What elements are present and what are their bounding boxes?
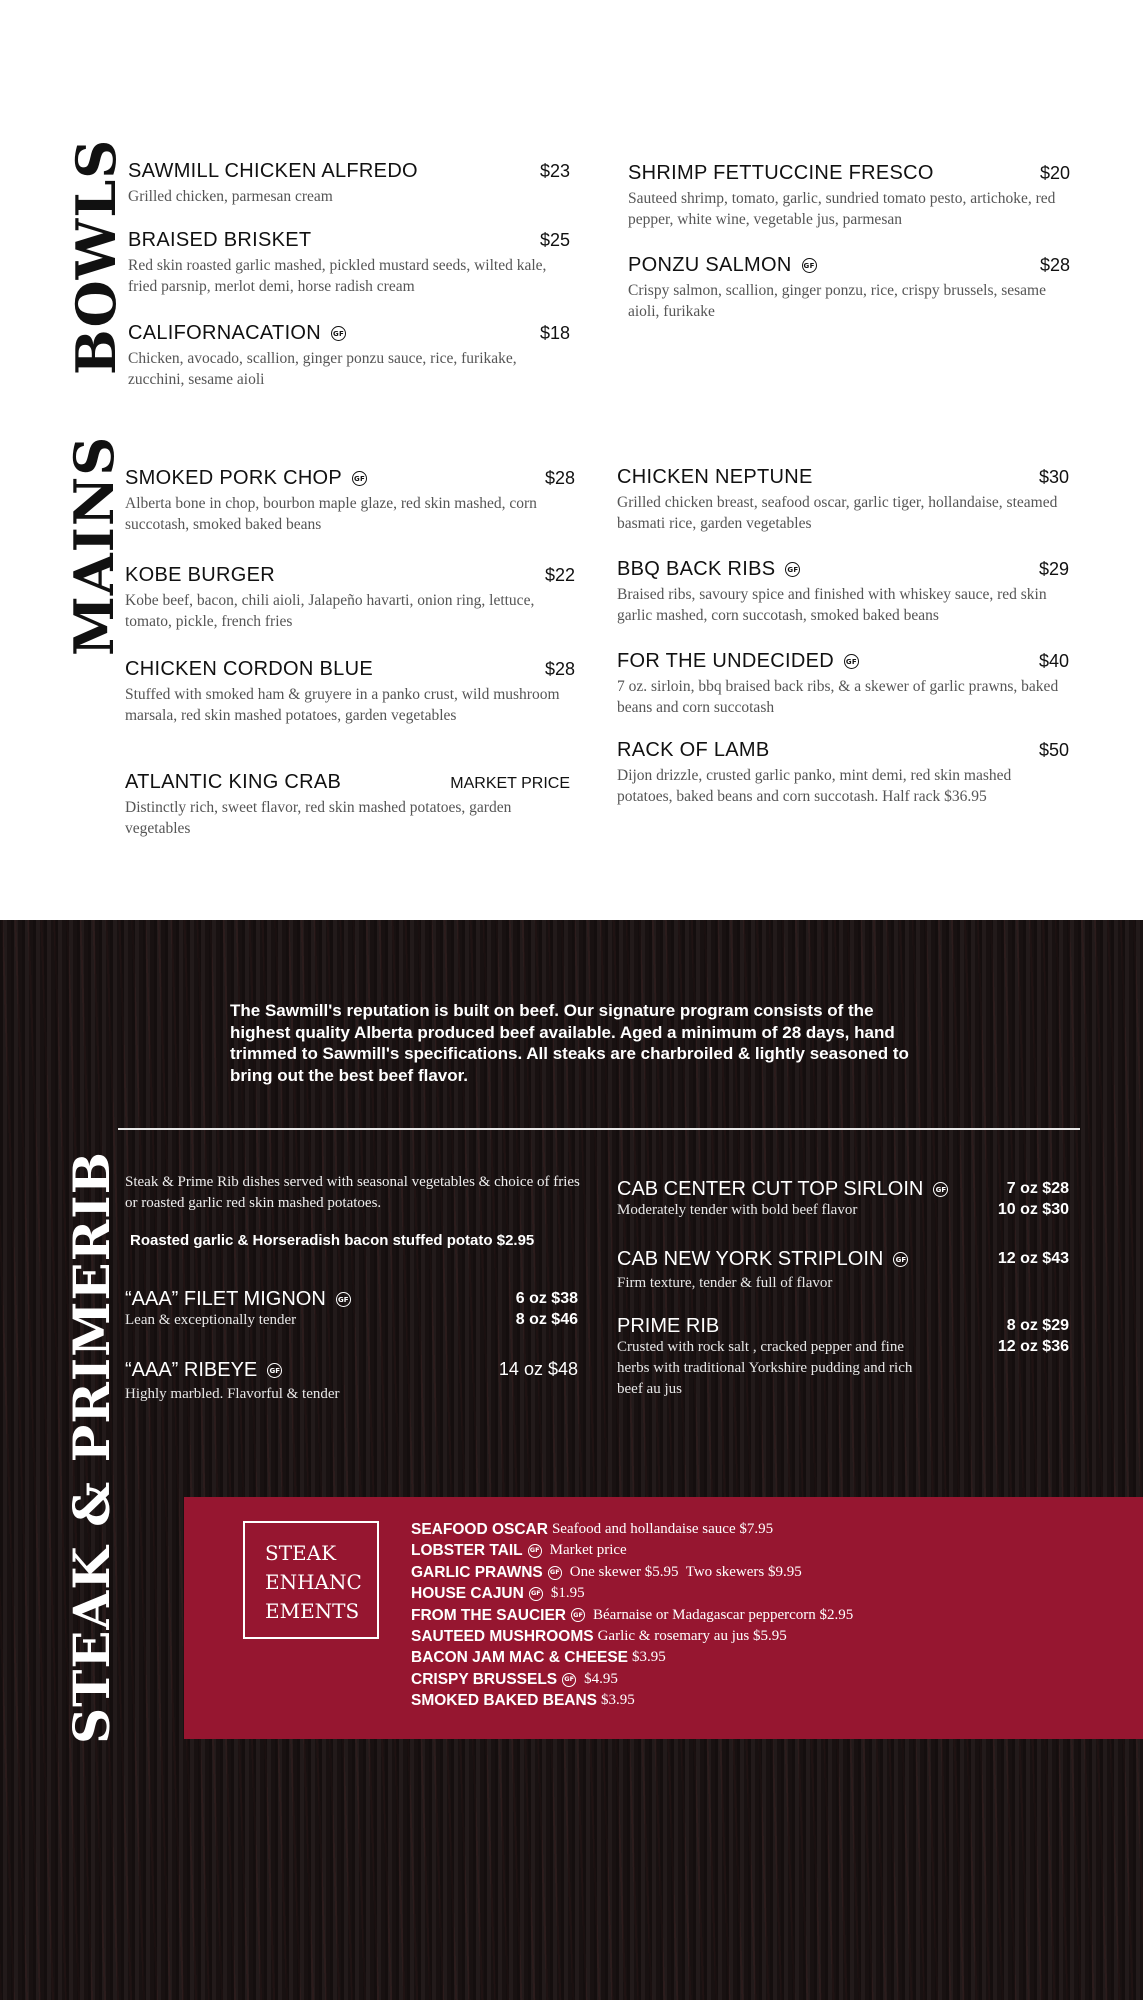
item-desc: Red skin roasted garlic mashed, pickled mustard seeds, wilted kale, fried parsnip, merlot demi, horse radish cream	[128, 257, 547, 295]
enhancement-item	[411, 1562, 853, 1583]
enhancement-desc: Seafood and hollandaise sauce $7.95	[551, 1521, 774, 1537]
gluten-free-icon: GF	[331, 326, 346, 341]
steak-item-prime-rib	[617, 1315, 1069, 1400]
gluten-free-icon: GF	[548, 1566, 562, 1580]
item-name: ATLANTIC KING CRAB	[125, 771, 342, 793]
gluten-free-icon: GF	[571, 1608, 585, 1622]
item-price: $40	[1038, 651, 1069, 671]
item-name: CHICKEN NEPTUNE	[617, 466, 813, 488]
section-divider	[118, 1128, 1080, 1130]
gluten-free-icon: GF	[267, 1363, 282, 1378]
enhancement-name: SAUTEED MUSHROOMS	[411, 1628, 594, 1646]
enhancement-name: BACON JAM MAC & CHEESE	[411, 1649, 629, 1667]
item-name: RACK OF LAMB	[617, 739, 770, 761]
steak-item-ribeye	[125, 1359, 578, 1405]
enhancement-name: SMOKED BAKED BEANS	[411, 1692, 598, 1710]
gluten-free-icon: GF	[529, 1587, 543, 1601]
enhancement-name: GARLIC PRAWNS	[411, 1563, 543, 1581]
menu-item-mains-6	[617, 650, 1069, 718]
menu-item-bowls-4	[628, 254, 1070, 322]
menu-item-mains-3	[125, 771, 570, 839]
menu-item-mains-7	[617, 739, 1069, 807]
steak-enhancements-panel	[184, 1497, 1143, 1739]
enhancement-name: LOBSTER TAIL	[411, 1542, 523, 1560]
item-name: PONZU SALMON	[628, 254, 792, 276]
item-price-alt: 12 oz $36	[997, 1338, 1069, 1355]
enhancement-item	[411, 1540, 853, 1561]
item-desc: Moderately tender with bold beef flavor	[617, 1202, 858, 1218]
item-price: $22	[544, 565, 575, 585]
menu-item-bowls-0	[128, 160, 570, 207]
item-price: 14 oz $48	[498, 1359, 578, 1379]
item-name: CAB NEW YORK STRIPLOIN	[617, 1248, 884, 1270]
item-price: $28	[1039, 255, 1070, 275]
item-desc: Dijon drizzle, crusted garlic panko, mint demi, red skin mashed potatoes, baked beans and corn succotash. Half rack $36.95	[617, 767, 1012, 805]
enhancement-item	[411, 1519, 853, 1540]
item-desc: Alberta bone in chop, bourbon maple glaze, red skin mashed, corn succotash, smoked baked beans	[125, 495, 537, 533]
gluten-free-icon: GF	[352, 471, 367, 486]
item-price: MARKET PRICE	[450, 775, 570, 792]
item-desc: Grilled chicken, parmesan cream	[128, 188, 333, 205]
item-desc: Crusted with rock salt , cracked pepper and fine herbs with traditional Yorkshire pudding and rich beef au jus	[617, 1339, 913, 1397]
gluten-free-icon: GF	[844, 654, 859, 669]
menu-item-mains-4	[617, 466, 1069, 534]
item-desc: 7 oz. sirloin, bbq braised back ribs, & a skewer of garlic prawns, baked beans and corn succotash	[617, 678, 1059, 716]
enhancement-desc: One skewer $5.95 Two skewers $9.95	[569, 1563, 802, 1580]
enhancement-name: CRISPY BRUSSELS	[411, 1670, 558, 1688]
stuffed-potato-note: Roasted garlic & Horseradish bacon stuffed potato $2.95	[130, 1232, 535, 1249]
item-price: $30	[1038, 467, 1069, 487]
item-name: CAB CENTER CUT TOP SIRLOIN	[617, 1178, 924, 1200]
item-name: SMOKED PORK CHOP	[125, 467, 343, 489]
item-desc: Chicken, avocado, scallion, ginger ponzu sauce, rice, furikake, zucchini, sesame aioli	[128, 350, 517, 388]
enhancement-item	[411, 1690, 853, 1711]
item-desc: Kobe beef, bacon, chili aioli, Jalapeño havarti, onion ring, lettuce, tomato, pickle, french fries	[125, 592, 535, 630]
section-title-bowls: BOWLS	[64, 138, 128, 375]
menu-item-mains-1	[125, 564, 575, 632]
enhancements-title-line: EMENTS	[265, 1599, 360, 1623]
item-desc: Firm texture, tender & full of flavor	[617, 1275, 833, 1291]
item-price: 12 oz $43	[997, 1250, 1069, 1267]
enhancement-desc: $3.95	[601, 1692, 635, 1709]
enhancement-desc: Béarnaise or Madagascar peppercorn $2.95	[593, 1606, 854, 1623]
enhancement-desc: Market price	[549, 1542, 627, 1559]
item-name: SAWMILL CHICKEN ALFREDO	[128, 160, 418, 182]
steak-item-top-sirloin	[617, 1178, 1069, 1221]
gluten-free-icon: GF	[562, 1673, 576, 1687]
item-desc: Sauteed shrimp, tomato, garlic, sundried tomato pesto, artichoke, red pepper, white wine, vegetable jus, parmesan	[628, 190, 1056, 228]
enhancement-desc: $1.95	[550, 1585, 585, 1602]
enhancement-desc: $4.95	[584, 1670, 618, 1687]
item-price: $20	[1039, 163, 1070, 183]
item-name: KOBE BURGER	[125, 564, 275, 586]
item-desc: Braised ribs, savoury spice and finished with whiskey sauce, red skin garlic mashed, corn succotash, smoked baked beans	[617, 586, 1047, 624]
item-price: $18	[539, 323, 570, 343]
menu-item-mains-0	[125, 467, 575, 535]
enhancement-item	[411, 1605, 853, 1626]
section-title-mains: MAINS	[62, 435, 126, 656]
steak-item-striploin	[617, 1248, 1069, 1294]
enhancement-name: FROM THE SAUCIER	[411, 1606, 566, 1624]
item-price: $28	[544, 659, 575, 679]
enhancement-desc: Garlic & rosemary au jus $5.95	[597, 1628, 787, 1645]
item-name: CHICKEN CORDON BLUE	[125, 658, 373, 680]
gluten-free-icon: GF	[785, 562, 800, 577]
menu-item-bowls-1	[128, 229, 570, 297]
enhancement-item	[411, 1669, 853, 1690]
gluten-free-icon: GF	[528, 1544, 542, 1558]
steak-sides-note: Steak & Prime Rib dishes served with seasonal vegetables & choice of fries or roasted garlic red skin mashed potatoes.	[125, 1174, 580, 1211]
menu-item-bowls-2	[128, 322, 570, 390]
item-price: 8 oz $29	[1006, 1317, 1069, 1334]
item-price: $50	[1038, 740, 1069, 760]
item-price: $23	[539, 161, 570, 181]
item-name: SHRIMP FETTUCCINE FRESCO	[628, 162, 934, 184]
item-desc: Grilled chicken breast, seafood oscar, garlic tiger, hollandaise, steamed basmati rice, garden vegetables	[617, 494, 1058, 532]
gluten-free-icon: GF	[336, 1292, 351, 1307]
item-name: “AAA” FILET MIGNON	[125, 1288, 326, 1310]
enhancements-title-line: ENHANC	[265, 1570, 362, 1594]
item-name: PRIME RIB	[617, 1315, 720, 1337]
item-name: CALIFORNACATION	[128, 322, 322, 344]
enhancements-title-box	[243, 1521, 379, 1639]
enhancement-item	[411, 1626, 853, 1647]
gluten-free-icon: GF	[893, 1252, 908, 1267]
gluten-free-icon: GF	[802, 258, 817, 273]
item-desc: Lean & exceptionally tender	[125, 1312, 297, 1328]
item-desc: Highly marbled. Flavorful & tender	[125, 1386, 340, 1402]
enhancement-name: HOUSE CAJUN	[411, 1585, 524, 1603]
item-price: 7 oz $28	[1006, 1180, 1069, 1197]
item-name: BBQ BACK RIBS	[617, 558, 776, 580]
enhancements-title-line: STEAK	[265, 1541, 337, 1565]
item-name: FOR THE UNDECIDED	[617, 650, 834, 672]
steak-intro-text: The Sawmill's reputation is built on beef. Our signature program consists of the highest quality Alberta produced beef available. Aged a minimum of 28 days, hand trimmed to Sawmill's specifications. All steaks are charbroiled & lightly seasoned to bring out the best beef flavor.	[230, 1001, 909, 1085]
item-desc: Distinctly rich, sweet flavor, red skin mashed potatoes, garden vegetables	[125, 799, 512, 837]
menu-item-mains-5	[617, 558, 1069, 626]
item-price-alt: 8 oz $46	[515, 1311, 578, 1328]
item-desc: Stuffed with smoked ham & gruyere in a panko crust, wild mushroom marsala, red skin mashed potatoes, garden vegetables	[125, 686, 560, 724]
item-price-alt: 10 oz $30	[997, 1201, 1069, 1218]
menu-item-bowls-3	[628, 162, 1070, 230]
section-title-steak: STEAK & PRIMERIB	[62, 1151, 121, 1744]
item-desc: Crispy salmon, scallion, ginger ponzu, rice, crispy brussels, sesame aioli, furikake	[628, 282, 1046, 320]
item-price: $29	[1038, 559, 1069, 579]
steak-item-filet	[125, 1288, 578, 1331]
item-price: $28	[544, 468, 575, 488]
enhancement-desc: $3.95	[632, 1649, 666, 1666]
enhancement-item	[411, 1583, 853, 1604]
menu-item-mains-2	[125, 658, 575, 726]
enhancement-name: SEAFOOD OSCAR	[411, 1521, 548, 1538]
item-name: BRAISED BRISKET	[128, 229, 312, 251]
item-price: $25	[539, 230, 570, 250]
enhancements-list	[411, 1519, 853, 1712]
gluten-free-icon: GF	[933, 1182, 948, 1197]
item-price: 6 oz $38	[515, 1290, 578, 1307]
enhancement-item	[411, 1647, 853, 1668]
item-name: “AAA” RIBEYE	[125, 1359, 258, 1381]
